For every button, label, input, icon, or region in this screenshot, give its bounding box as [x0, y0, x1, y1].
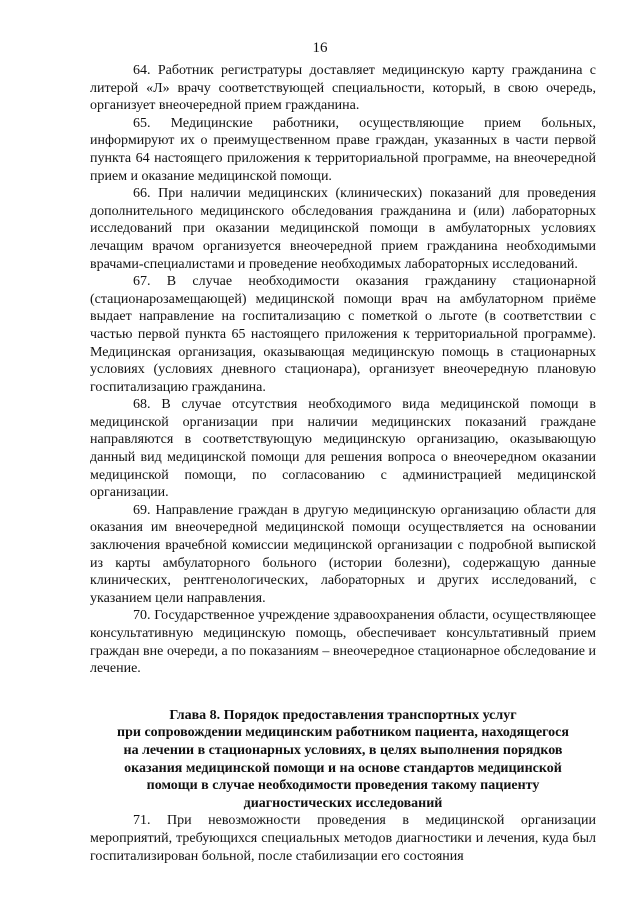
chapter-heading-line: при сопровождении медицинским работником пациента, находящегося — [117, 725, 569, 741]
document-body — [90, 62, 596, 865]
paragraph-71: 71. При невозможности проведения в медицинской организации мероприятий, требующихся специальных методов диагностики и лечения, куда был госпитализирован больной, после стабилизации его состояния — [90, 813, 596, 864]
paragraph-64: 64. Работник регистратуры доставляет медицинскую карту гражданина с литерой «Л» врачу соответствующей специальности, который, в свою очередь, организует внеочередной прием гражданина. — [90, 63, 596, 114]
chapter-heading — [90, 707, 596, 813]
chapter-heading-line: на лечении в стационарных условиях, в целях выполнения порядков — [123, 742, 563, 758]
paragraph-66: 66. При наличии медицинских (клинических) показаний для проведения дополнительного медицинского обследования гражданина и (или) лабораторных исследований при оказании медицинской помощи в амбулаторных условиях лечащим врачом организуется внеочередной прием гражданина необходимыми врачами-специалистами и проведение необходимых лабораторных исследований. — [90, 186, 596, 272]
paragraph-65: 65. Медицинские работники, осуществляющие прием больных, информируют их о преимущественном праве граждан, указанных в части первой пункта 64 настоящего приложения к территориальной программе, на внеочередной прием и оказание медицинской помощи. — [90, 115, 596, 184]
chapter-heading-line: оказания медицинской помощи и на основе стандартов медицинской — [124, 760, 562, 776]
paragraph-70: 70. Государственное учреждение здравоохранения области, осуществляющее консультативную медицинскую помощь, обеспечивает консультативный прием граждан вне очереди, а по показаниям – внеочередное стационарное обследование и лечение. — [90, 608, 596, 677]
chapter-heading-line: диагностических исследований — [243, 795, 443, 811]
chapter-heading-line: Глава 8. Порядок предоставления транспортных услуг — [169, 707, 517, 723]
page-number: 16 — [312, 40, 328, 56]
paragraph-67: 67. В случае необходимости оказания гражданину стационарной (стационарозамещающей) медицинской помощи врач на амбулаторном приёме выдает направление на госпитализацию с пометкой о льготе (в соответствии с частью первой пункта 65 настоящего приложения к территориальной программе). Медицинская организация, оказывающая медицинскую помощь в стационарных условиях (условиях дневного стационара), организует внеочередную плановую госпитализацию гражданина. — [90, 274, 596, 395]
chapter-heading-line: помощи в случае необходимости проведения такому пациенту — [146, 778, 540, 794]
paragraph-68: 68. В случае отсутствия необходимого вида медицинской помощи в медицинской организации при наличии медицинских показаний граждане направляются в соответствующую медицинскую организацию, оказывающую данный вид медицинской помощи для решения вопроса о внеочередном оказании медицинской помощи, по согласованию с администрацией медицинской организации. — [90, 397, 596, 501]
paragraph-69: 69. Направление граждан в другую медицинскую организацию области для оказания им внеочередной медицинской помощи осуществляется на основании заключения врачебной комиссии медицинской организации с подробной выпиской из карты амбулаторного больного (истории болезни), содержащую данные клинических, рентгенологических, лабораторных и других исследований, с указанием цели направления. — [90, 502, 596, 606]
